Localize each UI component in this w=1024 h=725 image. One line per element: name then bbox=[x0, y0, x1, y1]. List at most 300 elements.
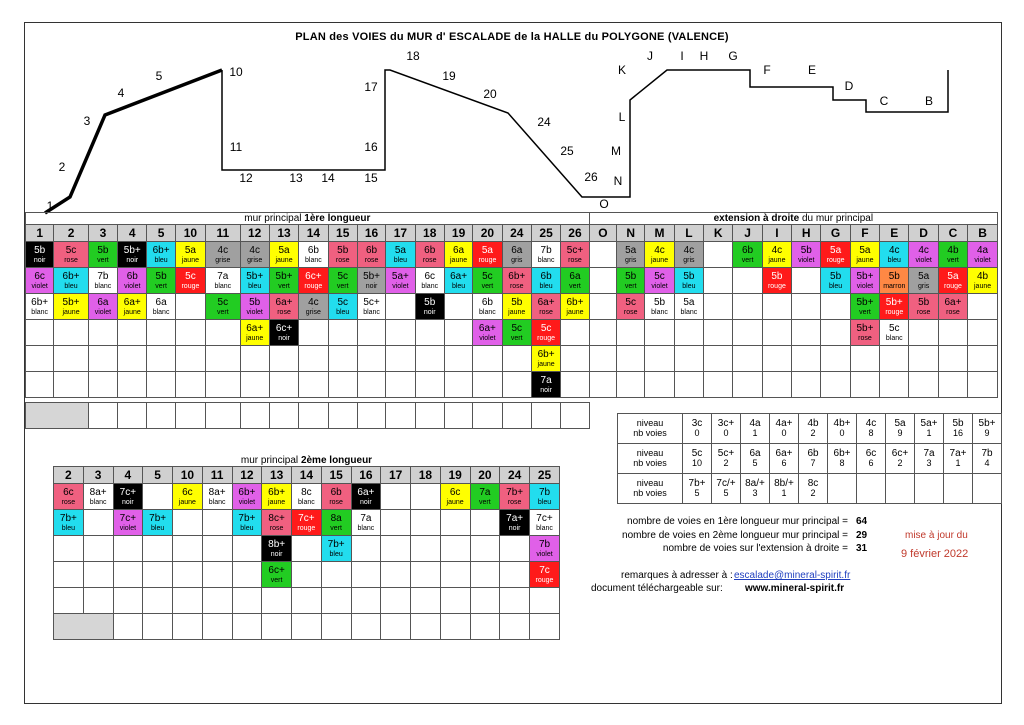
stats-cell bbox=[683, 474, 712, 504]
route-grade: 5c bbox=[889, 322, 900, 334]
route-cell bbox=[26, 242, 54, 268]
route-grade: 6b bbox=[307, 244, 319, 256]
route-color: bleu bbox=[682, 282, 696, 290]
route-grade: 4c bbox=[249, 244, 260, 256]
empty-cell bbox=[206, 346, 240, 372]
route-color: violet bbox=[392, 282, 409, 290]
column-header: 1 bbox=[26, 225, 54, 242]
empty-cell bbox=[909, 346, 938, 372]
route-cell bbox=[909, 268, 938, 294]
route-grade: 6b bbox=[365, 244, 378, 256]
wall-label: H bbox=[699, 49, 709, 63]
route-cell bbox=[500, 510, 530, 536]
empty-cell bbox=[411, 562, 441, 588]
route-cell bbox=[762, 242, 791, 268]
empty-cell bbox=[415, 320, 444, 346]
empty-cell bbox=[206, 372, 240, 398]
route-cell bbox=[880, 320, 909, 346]
route-grade: 5a bbox=[184, 244, 196, 256]
route-grade: 5c bbox=[482, 270, 493, 282]
route-grade: 5b bbox=[653, 296, 666, 308]
wall-label: 1 bbox=[46, 199, 54, 213]
route-grade: 4b bbox=[977, 270, 989, 282]
route-cell bbox=[530, 562, 560, 588]
route-grade: 5b bbox=[337, 244, 349, 256]
route-cell bbox=[262, 484, 292, 510]
empty-cell bbox=[704, 242, 733, 268]
route-color: blanc bbox=[363, 308, 380, 316]
route-grade: 5b+ bbox=[856, 270, 874, 282]
count-first-value: 64 bbox=[856, 516, 868, 527]
route-color: bleu bbox=[393, 256, 407, 264]
empty-cell bbox=[444, 320, 472, 346]
route-grade: 6a bbox=[511, 244, 523, 256]
empty-cell bbox=[26, 320, 54, 346]
route-cell bbox=[850, 268, 879, 294]
route-color: violet bbox=[124, 282, 141, 290]
stats-cell bbox=[770, 444, 799, 474]
stats-count: 2 bbox=[810, 488, 816, 499]
route-grade: 5c bbox=[217, 296, 229, 308]
route-grade: 4c bbox=[771, 244, 783, 256]
empty-cell bbox=[328, 372, 357, 398]
empty-cell bbox=[792, 320, 821, 346]
empty-cell bbox=[386, 372, 415, 398]
column-header: 5 bbox=[147, 225, 175, 242]
route-cell bbox=[531, 242, 560, 268]
stats-level: 4a+ bbox=[775, 417, 793, 429]
route-color: vert bbox=[270, 576, 283, 584]
empty-cell bbox=[118, 346, 147, 372]
route-cell bbox=[262, 510, 292, 536]
wall-label: B bbox=[924, 94, 934, 108]
route-color: noir bbox=[270, 550, 283, 558]
column-header: 5 bbox=[143, 467, 173, 484]
route-color: vert bbox=[155, 282, 167, 290]
empty-cell bbox=[821, 320, 850, 346]
route-cell bbox=[240, 294, 269, 320]
empty-cell bbox=[470, 562, 500, 588]
stats-level: 6c bbox=[865, 447, 877, 459]
empty-cell bbox=[530, 588, 560, 614]
wall-label: 20 bbox=[483, 87, 497, 101]
remarks-label: remarques à adresser à : bbox=[621, 570, 733, 581]
table-row bbox=[54, 510, 560, 536]
column-header: 16 bbox=[351, 467, 381, 484]
wall-label: D bbox=[844, 79, 854, 93]
stats-cell bbox=[799, 414, 828, 444]
stats-level: 6b+ bbox=[833, 447, 851, 459]
empty-cell bbox=[175, 346, 205, 372]
stats-count: 3 bbox=[752, 488, 758, 499]
empty-cell bbox=[821, 372, 850, 398]
empty-cell bbox=[299, 320, 328, 346]
route-cell bbox=[147, 294, 175, 320]
route-color: vert bbox=[330, 524, 342, 532]
empty-cell bbox=[240, 403, 269, 429]
table-row bbox=[54, 588, 560, 614]
column-header: 10 bbox=[173, 467, 203, 484]
route-grade: 5c bbox=[185, 270, 196, 282]
column-header: 2 bbox=[54, 467, 84, 484]
empty-cell bbox=[118, 403, 147, 429]
route-grade: 6b bbox=[126, 270, 138, 282]
route-cell bbox=[968, 268, 998, 294]
route-color: jaune bbox=[275, 256, 293, 264]
empty-cell bbox=[88, 372, 117, 398]
route-grade: 8a+ bbox=[208, 486, 226, 498]
stats-count: 0 bbox=[694, 428, 700, 439]
empty-cell bbox=[415, 372, 444, 398]
route-cell bbox=[968, 242, 998, 268]
route-color: violet bbox=[479, 334, 496, 342]
route-cell bbox=[617, 268, 645, 294]
route-grade: 8b+ bbox=[268, 538, 286, 550]
empty-cell bbox=[173, 536, 203, 562]
route-grade: 6b+ bbox=[31, 296, 49, 308]
stats-count: 10 bbox=[691, 458, 702, 469]
route-cell bbox=[321, 536, 351, 562]
route-grade: 5b bbox=[511, 296, 523, 308]
route-color: blanc bbox=[421, 282, 439, 290]
stats-count: 5 bbox=[723, 488, 729, 499]
route-grade: 5b bbox=[771, 270, 783, 282]
route-cell bbox=[54, 242, 88, 268]
wall-label: M bbox=[611, 144, 621, 158]
empty-cell bbox=[617, 372, 645, 398]
route-cell bbox=[173, 484, 203, 510]
route-grade: 8c+ bbox=[268, 512, 285, 524]
route-grade: 4c bbox=[308, 296, 319, 308]
column-header: 17 bbox=[386, 225, 415, 242]
empty-cell bbox=[440, 562, 470, 588]
route-grade: 6a+ bbox=[275, 296, 293, 308]
empty-cell bbox=[444, 294, 472, 320]
route-cell bbox=[850, 242, 879, 268]
stats-count: 8 bbox=[868, 428, 874, 439]
route-cell bbox=[118, 294, 147, 320]
page-title: PLAN des VOIES du MUR d' ESCALADE de la HALLE du POLYGONE (VALENCE) bbox=[295, 31, 729, 43]
empty-cell bbox=[381, 614, 411, 640]
route-cell bbox=[531, 372, 560, 398]
route-cell bbox=[328, 268, 357, 294]
stats-level: 7a+ bbox=[949, 447, 967, 459]
empty-cell bbox=[444, 346, 472, 372]
route-color: bleu bbox=[240, 524, 254, 532]
empty-cell bbox=[938, 320, 967, 346]
empty-cell bbox=[850, 346, 879, 372]
table-row bbox=[54, 484, 560, 510]
empty-cell bbox=[531, 403, 560, 429]
route-grade: 5b bbox=[424, 296, 436, 308]
empty-cell bbox=[328, 403, 357, 429]
empty-cell bbox=[328, 346, 357, 372]
stats-count: 1 bbox=[781, 488, 787, 499]
route-grade: 7c bbox=[539, 564, 550, 576]
empty-cell bbox=[321, 614, 351, 640]
column-header: J bbox=[733, 225, 762, 242]
empty-cell bbox=[202, 588, 232, 614]
route-color: gris bbox=[683, 256, 695, 264]
route-color: blanc bbox=[152, 308, 170, 316]
route-color: vert bbox=[741, 256, 754, 264]
niveau-label: niveau bbox=[636, 448, 664, 459]
route-color: noir bbox=[126, 256, 139, 264]
stats-cell bbox=[915, 444, 944, 474]
route-grade: 5c bbox=[337, 270, 348, 282]
route-color: vert bbox=[481, 282, 494, 290]
empty-cell bbox=[173, 614, 203, 640]
column-header: 26 bbox=[561, 225, 589, 242]
column-header: 2 bbox=[54, 225, 88, 242]
route-grade: 7a bbox=[217, 270, 229, 282]
route-color: noir bbox=[360, 498, 372, 506]
route-color: rose bbox=[858, 334, 872, 342]
route-grade: 7b+ bbox=[149, 512, 167, 524]
route-color: bleu bbox=[887, 256, 901, 264]
route-color: jaune bbox=[246, 334, 264, 342]
wall-label: 13 bbox=[289, 171, 303, 185]
empty-cell bbox=[645, 346, 674, 372]
route-cell bbox=[113, 484, 143, 510]
empty-cell bbox=[118, 372, 147, 398]
empty-cell bbox=[351, 588, 381, 614]
column-header: 15 bbox=[328, 225, 357, 242]
route-grade: 7a bbox=[360, 512, 372, 524]
empty-cell bbox=[54, 562, 84, 588]
route-color: bleu bbox=[336, 308, 350, 316]
route-color: bleu bbox=[61, 524, 75, 532]
empty-cell bbox=[792, 346, 821, 372]
route-grade: 5b+ bbox=[363, 270, 381, 282]
route-grade: 4c bbox=[217, 244, 229, 256]
route-color: marron bbox=[883, 282, 906, 290]
empty-cell bbox=[470, 588, 500, 614]
route-grade: 5b+ bbox=[885, 296, 903, 308]
empty-cell bbox=[704, 294, 733, 320]
website-link[interactable]: www.mineral-spirit.fr bbox=[745, 583, 845, 594]
column-header: B bbox=[968, 225, 998, 242]
empty-cell bbox=[500, 536, 530, 562]
wall-label: 5 bbox=[155, 69, 163, 83]
stats-level: 8b/+ bbox=[774, 477, 794, 489]
route-color: jaune bbox=[268, 498, 286, 506]
route-color: noir bbox=[122, 498, 134, 506]
empty-cell bbox=[240, 372, 269, 398]
route-cell bbox=[531, 268, 560, 294]
empty-cell bbox=[909, 320, 938, 346]
route-color: rouge bbox=[478, 256, 497, 264]
empty-cell bbox=[880, 346, 909, 372]
empty-cell bbox=[262, 614, 292, 640]
empty-cell bbox=[113, 588, 143, 614]
empty-cell bbox=[589, 346, 616, 372]
wall-label: 11 bbox=[229, 140, 243, 154]
empty-cell bbox=[88, 346, 117, 372]
stats-count: 2 bbox=[897, 458, 903, 469]
empty-cell bbox=[202, 510, 232, 536]
empty-cell bbox=[968, 294, 998, 320]
empty-cell bbox=[440, 588, 470, 614]
route-cell bbox=[54, 268, 88, 294]
stats-cell bbox=[944, 444, 973, 474]
first-pitch-title bbox=[26, 213, 590, 225]
stats-cell bbox=[712, 474, 741, 504]
route-color: rouge bbox=[767, 282, 786, 290]
table-row bbox=[26, 242, 998, 268]
empty-cell bbox=[909, 372, 938, 398]
empty-cell bbox=[674, 372, 703, 398]
route-color: rouge bbox=[535, 576, 554, 584]
empty-cell bbox=[83, 536, 113, 562]
stats-count: 3 bbox=[926, 458, 932, 469]
count-extension-value: 31 bbox=[856, 543, 868, 554]
wall-outline bbox=[0, 0, 1024, 215]
empty-cell bbox=[381, 562, 411, 588]
stats-cell bbox=[886, 474, 915, 504]
stats-count: 16 bbox=[952, 428, 963, 439]
route-cell bbox=[531, 294, 560, 320]
empty-cell bbox=[26, 346, 54, 372]
empty-cell bbox=[321, 562, 351, 588]
empty-cell bbox=[561, 372, 589, 398]
route-color: gris bbox=[625, 256, 637, 264]
wall-label: 14 bbox=[321, 171, 335, 185]
empty-cell bbox=[175, 294, 205, 320]
table-row bbox=[26, 372, 998, 398]
empty-cell bbox=[645, 320, 674, 346]
column-header: 18 bbox=[415, 225, 444, 242]
route-color: grise bbox=[215, 256, 231, 264]
route-cell bbox=[175, 268, 205, 294]
route-cell bbox=[118, 268, 147, 294]
route-color: rouge bbox=[944, 282, 962, 290]
stats-cell bbox=[828, 474, 857, 504]
empty-cell bbox=[440, 536, 470, 562]
route-grade: 4c bbox=[683, 244, 695, 256]
route-cell bbox=[240, 320, 269, 346]
empty-cell bbox=[143, 536, 173, 562]
empty-cell bbox=[470, 536, 500, 562]
empty-cell bbox=[232, 614, 262, 640]
route-color: rouge bbox=[537, 334, 556, 342]
empty-cell bbox=[502, 403, 531, 429]
route-grade: 5b bbox=[625, 270, 637, 282]
column-header: F bbox=[850, 225, 879, 242]
route-grade: 5b bbox=[888, 270, 900, 282]
route-cell bbox=[232, 510, 262, 536]
route-cell bbox=[386, 242, 415, 268]
stats-cell bbox=[857, 474, 886, 504]
route-grade: 5a bbox=[918, 270, 930, 282]
route-grade: 5a bbox=[859, 244, 871, 256]
route-color: rose bbox=[539, 308, 553, 316]
column-header: N bbox=[617, 225, 645, 242]
route-grade: 5b+ bbox=[856, 322, 874, 334]
route-color: blanc bbox=[536, 524, 553, 532]
table-row bbox=[26, 320, 998, 346]
empty-cell bbox=[262, 588, 292, 614]
route-cell bbox=[938, 294, 967, 320]
route-grade: 6a+ bbox=[450, 270, 468, 282]
route-color: gris bbox=[511, 256, 523, 264]
route-grade: 6b bbox=[742, 244, 754, 256]
count-first-label: nombre de voies en 1ère longueur mur principal = bbox=[627, 516, 848, 527]
empty-cell bbox=[147, 372, 175, 398]
route-grade: 5b+ bbox=[246, 270, 264, 282]
empty-cell bbox=[589, 320, 616, 346]
route-grade: 7b+ bbox=[59, 512, 77, 524]
route-cell bbox=[269, 294, 298, 320]
route-grade: 6a+ bbox=[478, 322, 496, 334]
empty-cell bbox=[206, 403, 240, 429]
empty-cell bbox=[173, 510, 203, 536]
stats-cell bbox=[712, 414, 741, 444]
route-cell bbox=[617, 242, 645, 268]
route-grade: 5b+ bbox=[123, 244, 141, 256]
route-color: blanc bbox=[94, 282, 112, 290]
email-link[interactable]: escalade@mineral-spirit.fr bbox=[734, 570, 851, 581]
stats-level: 7b bbox=[981, 447, 993, 459]
route-cell bbox=[147, 268, 175, 294]
empty-cell bbox=[821, 294, 850, 320]
route-cell bbox=[473, 242, 502, 268]
route-grade: 6a+ bbox=[944, 296, 962, 308]
column-header: 4 bbox=[118, 225, 147, 242]
route-cell bbox=[444, 268, 472, 294]
route-grade: 4c bbox=[918, 244, 929, 256]
route-cell bbox=[147, 242, 175, 268]
stats-level: 8c bbox=[807, 477, 819, 489]
route-color: violet bbox=[856, 282, 874, 290]
route-color: noir bbox=[278, 334, 290, 342]
route-grade: 8a+ bbox=[89, 486, 107, 498]
route-grade: 5b bbox=[249, 296, 261, 308]
route-color: rose bbox=[422, 256, 437, 264]
route-color: jaune bbox=[974, 282, 992, 290]
route-color: vert bbox=[947, 256, 959, 264]
route-grade: 6a bbox=[97, 296, 109, 308]
route-color: rose bbox=[61, 498, 76, 506]
route-cell bbox=[645, 242, 674, 268]
route-cell bbox=[299, 242, 328, 268]
route-grade: 5c bbox=[540, 322, 552, 334]
route-color: jaune bbox=[566, 308, 584, 316]
stats-label bbox=[618, 444, 683, 474]
empty-cell bbox=[147, 403, 175, 429]
extension-title bbox=[589, 213, 997, 225]
route-grade: 6b bbox=[424, 244, 436, 256]
stats-cell bbox=[944, 414, 973, 444]
empty-cell bbox=[444, 372, 472, 398]
route-color: jaune bbox=[856, 256, 874, 264]
route-cell bbox=[617, 294, 645, 320]
empty-cell bbox=[351, 536, 381, 562]
route-cell bbox=[240, 268, 269, 294]
stats-count: 1 bbox=[955, 458, 961, 469]
route-color: violet bbox=[31, 282, 48, 290]
route-cell bbox=[530, 536, 560, 562]
route-color: rouge bbox=[885, 308, 904, 316]
route-color: rouge bbox=[304, 282, 323, 290]
empty-cell bbox=[173, 588, 203, 614]
route-cell bbox=[880, 268, 909, 294]
route-cell bbox=[792, 242, 821, 268]
empty-cell bbox=[733, 320, 762, 346]
route-color: blanc bbox=[680, 308, 698, 316]
stats-cell bbox=[770, 414, 799, 444]
stats-level: 5c bbox=[691, 447, 703, 459]
